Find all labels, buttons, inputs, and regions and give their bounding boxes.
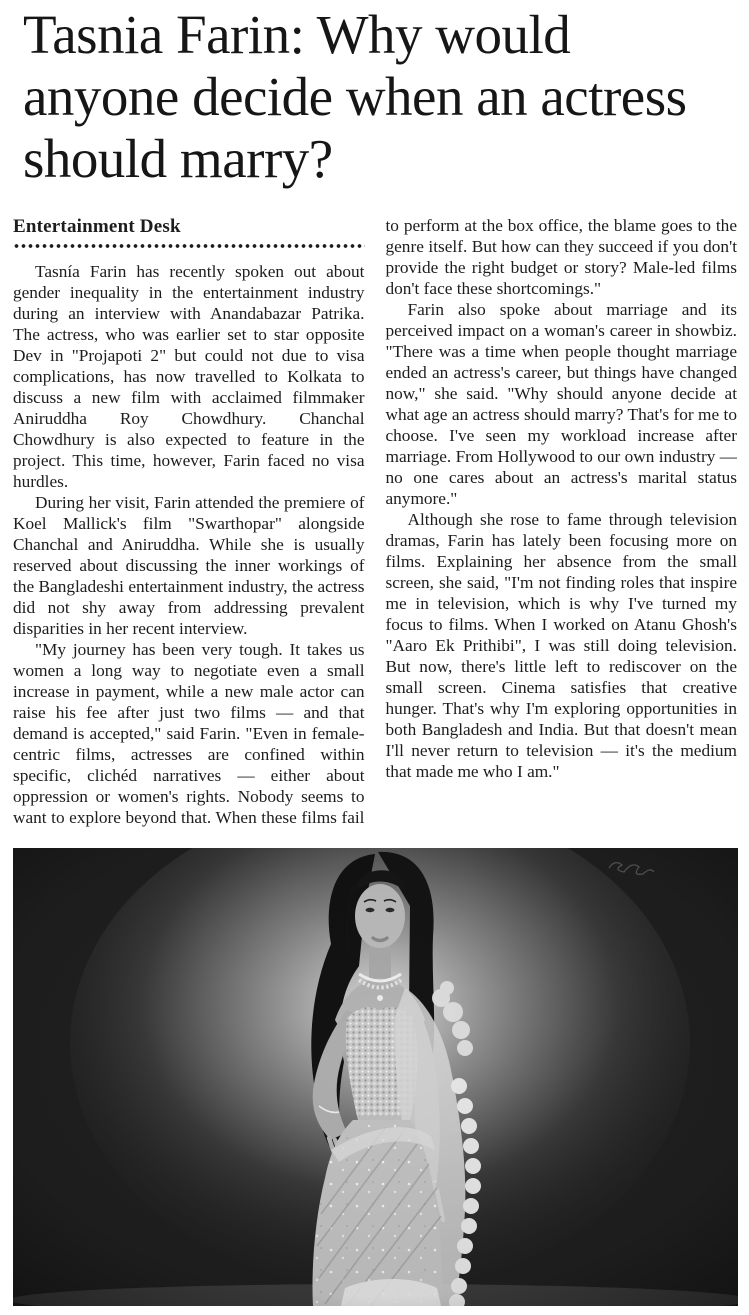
article-paragraph: Tasnía Farin has recently spoken out about gender inequality in the entertainment industry during an interview with Anandabazar Patrika. The actress, who was earlier set to star opposite Dev in "Projapoti 2" but could not due to visa complications, has now travelled to Kolkata to discuss a new film with acclaimed filmmaker Aniruddha Roy Chowdhury. Chanchal Chowdhury is also expected to feature in the project. This time, however, Farin faced no visa hurdles. [13,262,365,491]
byline: Entertainment Desk [13,216,181,237]
article-paragraph: Although she rose to fame through television dramas, Farin has lately been focusing more on films. Explaining her absence from the small screen, she said, "I'm not finding roles that inspire me in television, which is why I've turned my focus to films. When I worked on Atanu Ghosh's "Aaro Ek Prithibi", I was still doing television. But now, there's little left to rediscover on the small screen. Cinema satisfies that creative hunger. That's why I'm exploring opportunities in both Bangladesh and India. But that doesn't mean I'll never return to television — it's the medium that made me who I am." [385,510,737,781]
byline-dotted-rule [13,243,365,249]
article-photo [13,848,738,1306]
article-paragraph: During her visit, Farin attended the premiere of Koel Mallick's film "Swarthopar" alongside Chanchal and Aniruddha. While she is usually reserved about discussing the inner workings of the Bangladeshi entertainment industry, the actress did not shy away from addressing prevalent disparities in her recent interview. [13,493,365,638]
article-headline: Tasnia Farin: Why would anyone decide when an actress should marry? [23,4,687,189]
photo-illustration [13,848,738,1306]
article-body [13,215,737,844]
article-paragraph: "My journey has been very tough. It takes us women a long way to negotiate even a small increase in payment, while a new male actor can raise his fee after just two films — and that demand is accepted," said Farin. "Even in female-centric films, actresses are confined within specific, clichéd narratives — either about oppression or women's rights. Nobody seems to want to explore beyond that. When these films fail to perform at the box office, the blame goes to the genre itself. But how can they succeed if you don't provide the right budget or story? Male-led films don't face these shortcomings." [13,216,737,827]
article-paragraph: Farin also spoke about marriage and its perceived impact on a woman's career in showbiz. "There was a time when people thought marriage ended an actress's career, but things have changed now," she said. "Why should anyone decide at what age an actress should marry? That's for me to choose. I've seen my workload increase after marriage. From Hollywood to our own industry — no one cares about an actress's marital status anymore." [385,300,737,508]
photo-vignette [13,848,738,1306]
